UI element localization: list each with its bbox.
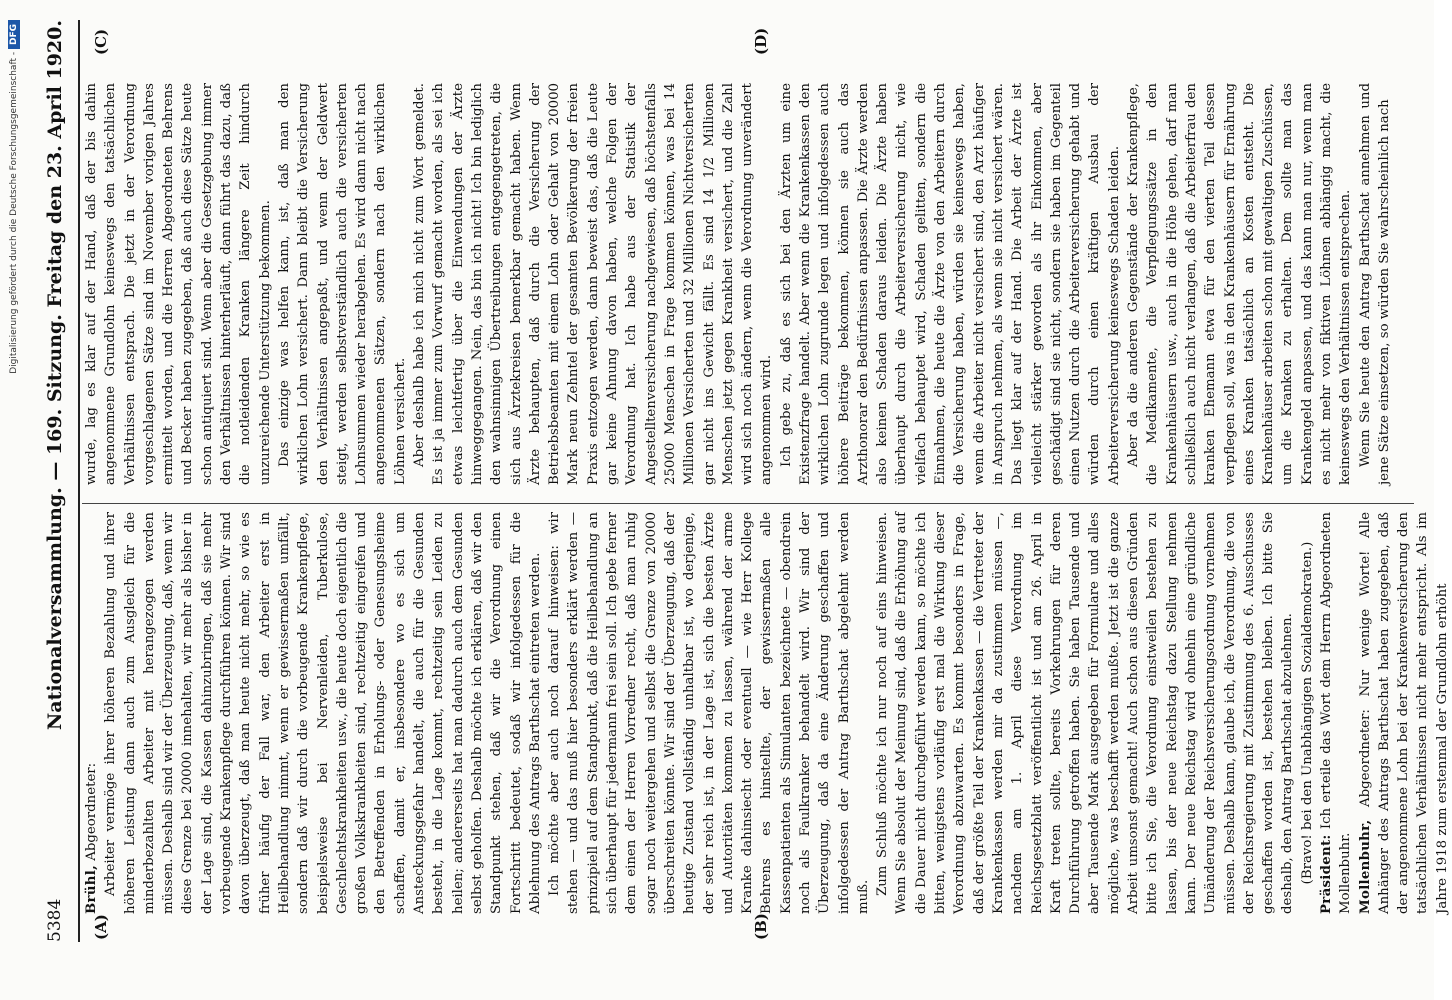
paragraph: Zum Schluß möchte ich nur noch auf eins hinweisen. Wenn Sie absolut der Meinung sind, daß die Erhöhung auf die Dauer nicht durchgeführt werden kann, so möchte ich bitten, wenigstens vorläufig erst mal die Wirkung dieser Verordnung abzuwarten. Es kommt besonders in Frage, daß der größte Teil der Krankenkassen — die Vertreter der Krankenkassen werden mir da zustimmen müssen —, nachdem am 1. April diese Verordnung im Reichsgesetzblatt veröffentlicht ist und am 26. April in Kraft treten sollte, bereits Vorkehrungen für deren Durchführung getroffen haben. Sie haben Tausende und aber Tausende Mark ausgegeben für Formulare und alles mögliche, was beschafft werden mußte. Jetzt ist die ganze Arbeit umsonst gemacht! Auch schon aus diesen Gründen bitte ich Sie, die Verordnung einstweilen bestehen zu lassen, bis der neue Reichstag dazu Stellung nehmen kann. Der neue Reichstag wird ohnehin eine gründliche Umänderung der Reichsversicherungsordnung vornehmen müssen. Deshalb kann, glaube ich, die Verordnung, die von der Reichsregierung mit Zustimmung des 6. Ausschusses geschaffen worden ist, bestehen bleiben. Ich bitte Sie deshalb, den Antrag Barthschat abzulehnen. (875, 512, 1296, 914)
speaker-name: Mollenbuhr, (1357, 819, 1373, 914)
president-label: Präsident: (1319, 834, 1334, 914)
page-header (40, 20, 70, 942)
speaker-intro (82, 512, 101, 914)
paragraph: Aber da die anderen Gegenstände der Krankenpflege, die Medikamente, die Verpflegungssätze in den Krankenhäusern usw., auch in die Höhe gehen, darf man schließlich auch nicht verlangen, daß die Arbeiterfrau den kranken Ehemann etwa für den vierten Teil dessen verpflegen soll, was in den Krankenhäusern für Ernährung eines Kranken tatsächlich an Kosten entsteht. Die Krankenhäuser arbeiten schon mit gewaltigen Zuschüssen, um die Kranken zu erhalten. Dem sollte man das Krankengeld anpassen, und das kann man nur, wenn man es nicht mehr von fiktiven Löhnen abhängig macht, die keineswegs den Verhältnissen entsprechen. (1126, 83, 1354, 485)
marker-d: (D) (752, 27, 770, 55)
marker-b: (B) (752, 913, 770, 940)
marker-c: (C) (92, 28, 110, 55)
paragraph: Ich möchte aber auch noch darauf hinweisen: wir stehen — und das muß hier besonders erklärt werden — prinzipiell auf dem Standpunkt, daß die Heilbehandlung an sich überhaupt für jedermann frei sein soll. Ich gebe ferner dem einen der Herren Vorredner recht, daß man ruhig sogar noch weitergehen und selbst die Grenze von 20000 überschreiten könnte. Wir sind der Überzeugung, daß der heutige Zustand vollständig unhaltbar ist, wo derjenige, der sehr reich ist, in der Lage ist, sich die besten Ärzte und Autoritäten kommen zu lassen, während der arme Kranke dahinsiecht oder eventuell — wie Herr Kollege Behrens es hinstellte, der gewissermaßen alle Kassenpatienten als Simulanten bezeichnete — obendrein noch als Faulkranker behandelt wird. Wir sind der Überzeugung, daß da eine Änderung geschaffen und infolgedessen der Antrag Barthschat abgelehnt werden muß. (547, 511, 871, 914)
paragraph: Arbeiter vermöge ihrer höheren Bezahlung und ihrer höheren Leistung dann auch zum Ausgleich für die minderbezahlten Arbeiter mit herangezogen werden müssen. Deshalb sind wir der Überzeugung, daß, wenn wir diese Grenze bei 20000 innehalten, wir mehr als bisher in der Lage sind, die Kassen dahinzubringen, daß sie mehr vorbeugende Krankenpflege durchführen können. Wir sind davon überzeugt, daß man heute nicht mehr, so wie es früher häufig der Fall war, den Arbeiter erst in Heilbehandlung nimmt, wenn er gewissermaßen umfällt, sondern daß wir durch die vorbeugende Krankenpflege, beispielsweise bei Nervenleiden, Tuberkulose, Geschlechtskrankheiten usw., die heute doch eigentlich die großen Volkskrankheiten sind, rechtzeitig eingreifen und den Betreffenden in Erholungs- oder Genesungsheime schaffen, damit er, insbesondere wo es sich um Ansteckungsgefahr handelt, die auch für die Gesunden besteht, in die Lage kommt, rechtzeitig sein Leiden zu heilen; andererseits hat man dadurch auch dem Gesunden selbst geholfen. Deshalb möchte ich erklären, daß wir den Standpunkt stehen, daß wir die Verordnung einen Fortschritt bedeutet, sodaß wir infolgedessen für die Ablehnung des Antrags Barthschat eintreten werden. (103, 512, 543, 914)
header-rule (78, 20, 80, 942)
speaker-role: Abgeordneter: (84, 762, 99, 861)
paragraph: Das einzige was helfen kann, ist, daß man den wirklichen Lohn versichert. Dann bleibt die Versicherung den Verhältnissen angepaßt, und wenn der Geldwert steigt, werden selbstverständlich auch die versicherten Lohnsummen wieder herabgehen. Es wird dann nicht nach angenommenen Sätzen, sondern nach den wirklichen Löhnen versichert. (276, 83, 408, 485)
paragraph: Ich gebe zu, daß es sich bei den Ärzten um eine Existenzfrage handelt. Aber wenn die Krankenkassen den wirklichen Lohn zugrunde legen und infolgedessen auch höhere Beiträge bekommen, können sie auch das Arzthonorar den Bedürfnissen anpassen. Die Ärzte werden also keinen Schaden daraus leiden. Die Ärzte haben überhaupt durch die Arbeiterversicherung nicht, wie vielfach behauptet wird, Schaden gelitten, sondern die Einnahmen, die heute die Ärzte von den Arbeitern durch die Versicherung haben, würden sie keineswegs haben, wenn die Arbeiter nicht versichert sind, den Arzt häufiger in Anspruch nehmen, als wenn sie nicht versichert wären. Das liegt klar auf der Hand. Die Arbeit der Ärzte ist vielleicht stärker geworden als ihr Einkommen, aber geschädigt sind sie nicht, sondern sie haben im Gegenteil einen Nutzen durch die Arbeiterversicherung gehabt und würden durch einen kräftigen Ausbau der Arbeiterversicherung keineswegs Schaden leiden. (778, 83, 1122, 485)
column-divider (82, 503, 1414, 504)
dfg-logo: DFG (8, 20, 20, 49)
speaker-name: Brühl, (84, 864, 99, 914)
speaker-role: Abgeordneter: (1357, 709, 1373, 807)
page-number: 5384 (45, 898, 65, 942)
speaker-intro (1356, 512, 1452, 914)
paragraph: Aber deshalb habe ich mich nicht zum Wort gemeldet. Es ist ja immer zum Vorwurf gemacht worden, als sei ich etwas leichtfertig über die Einwendungen der Ärzte hinweggegangen. Nein, das bin ich nicht! Ich bin lediglich den wahnsinnigen Übertreibungen entgegengetreten, die sich aus Ärztekreisen bemerkbar gemacht haben. Wenn Ärzte behaupten, daß durch die Versicherung der Betriebsbeamten mit einem Lohn oder Gehalt von 20000 Mark neun Zehntel der gesamten Bevölkerung der freien Praxis entzogen werden, dann beweist das, daß die Leute gar keine Ahnung davon haben, welche Folgen der Verordnung hat. Ich habe aus der Statistik der Angestelltenversicherung nachgewiesen, daß höchstenfalls 25000 Menschen in Frage kommen können, was bei 14 Millionen Versicherten und 32 Millionen Nichtversicherten gar nicht ins Gewicht fällt. Es sind 14 1/2 Millionen Menschen jetzt gegen Krankheit versichert, und die Zahl wird sich noch ändern, wenn die Verordnung unverändert angenommen wird. (412, 83, 775, 485)
president-text: Ich erteile das Wort dem Herrn Abgeordneten Mollenbuhr. (1319, 512, 1354, 914)
marker-a: (A) (92, 914, 110, 940)
president-statement (1317, 512, 1356, 914)
paragraph: wurde, lag es klar auf der Hand, daß der bis dahin angenommene Grundlohn keineswegs den tatsächlichen Verhältnissen entsprach. Die jetzt in der Verordnung vorgeschlagenen Sätze sind im November vorigen Jahres ermittelt worden, und die Herren Abgeordneten Behrens und Becker haben zugegeben, daß auch diese Sätze heute schon antiquiert sind. Wenn aber die Gesetzgebung immer den Verhältnissen hinterherläuft, dann führt das dazu, daß die notleidenden Kranken längere Zeit hindurch unzureichende Unterstützung bekommen. (84, 83, 273, 485)
page-title: Nationalversammlung. — 169. Sitzung. Freitag den 23. April 1920. (44, 20, 66, 731)
digitization-credit (8, 20, 20, 942)
left-column (82, 511, 1450, 914)
applause-note: (Bravo! bei den Unabhängigen Sozialdemokraten.) (1299, 541, 1315, 885)
digitization-note: Digitalisierung gefördert durch die Deutsche Forschungsgemeinschaft - (9, 51, 19, 374)
paragraph: Wenn Sie heute den Antrag Barthschat annehmen und jene Sätze einsetzen, so würden Sie wahrscheinlich nach (1357, 83, 1392, 485)
paragraph: Nur wenige Worte! Alle Anhänger des Antrags Barthschat haben zugegeben, daß der angenommene Lohn bei der Krankenversicherung den tatsächlichen Verhältnissen nicht mehr entspricht. Als im Jahre 1918 zum erstenmal der Grundlohn erhöht (1357, 512, 1450, 914)
right-column (82, 83, 1394, 485)
